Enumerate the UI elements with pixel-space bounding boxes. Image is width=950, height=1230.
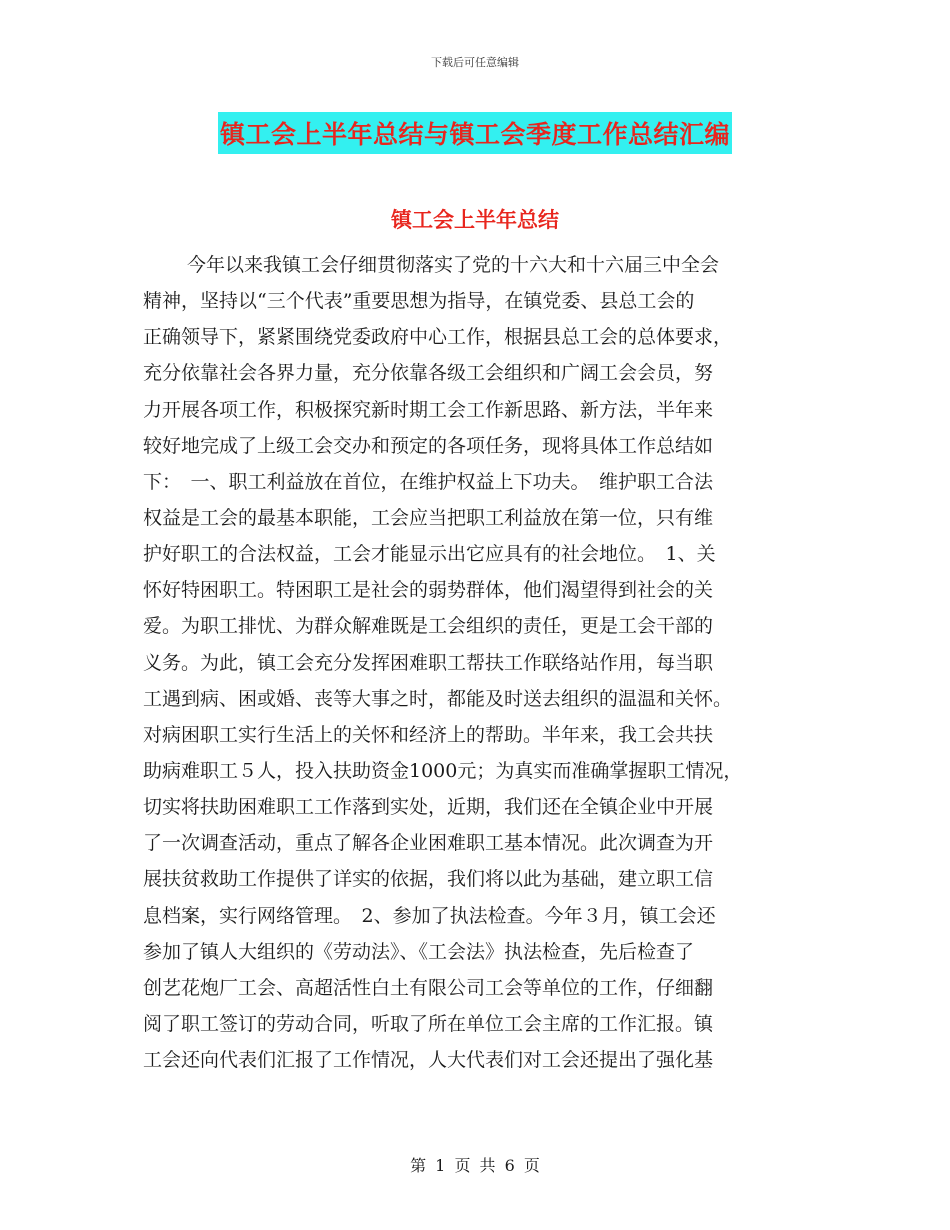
body-line: 怀好特困职工。特困职工是社会的弱势群体，他们渴望得到社会的关	[143, 579, 714, 602]
body-line: 义务。为此，镇工会充分发挥困难职工帮扶工作联络站作用，每当职	[143, 651, 714, 674]
body-line: 工会还向代表们汇报了工作情况，人大代表们对工会还提出了强化基	[143, 1049, 714, 1072]
body-line: 下： 一、职工利益放在首位，在维护权益上下功夫。 维护职工合法	[143, 470, 714, 493]
body-line: 权益是工会的最基本职能，工会应当把职工利益放在第一位，只有维	[143, 506, 714, 529]
page-footer: 第 1 页 共 6 页	[410, 1156, 540, 1175]
body-line: 切实将扶助困难职工工作落到实处，近期，我们还在全镇企业中开展	[143, 796, 714, 819]
body-line: 护好职工的合法权益，工会才能显示出它应具有的社会地位。 1、关	[143, 543, 716, 566]
body-line: 了一次调查活动，重点了解各企业困难职工基本情况。此次调查为开	[143, 832, 714, 855]
body-line: 精神，坚持以“三个代表”重要思想为指导，在镇党委、县总工会的	[143, 290, 695, 313]
body-line: 今年以来我镇工会仔细贯彻落实了党的十六大和十六届三中全会	[187, 254, 720, 276]
body-line: 较好地完成了上级工会交办和预定的各项任务，现将具体工作总结如	[143, 434, 714, 457]
body-line: 工遇到病、困或婚、丧等大事之时，都能及时送去组织的温温和关怀。	[143, 687, 733, 710]
section-title: 镇工会上半年总结	[391, 208, 559, 232]
document-title: 镇工会上半年总结与镇工会季度工作总结汇编	[218, 112, 732, 154]
body-line: 息档案，实行网络管理。 2、参加了执法检查。今年３月，镇工会还	[143, 904, 716, 927]
body-line: 阅了职工签订的劳动合同，听取了所在单位工会主席的工作汇报。镇	[143, 1012, 714, 1035]
body-line: 对病困职工实行生活上的关怀和经济上的帮助。半年来，我工会共扶	[143, 723, 714, 746]
body-line: 充分依靠社会各界力量，充分依靠各级工会组织和广阔工会会员，努	[143, 362, 714, 385]
body-line: 正确领导下，紧紧围绕党委政府中心工作，根据县总工会的总体要求，	[143, 326, 733, 349]
body-line: 助病难职工５人，投入扶助资金1000元；为真实而准确掌握职工情况，	[143, 759, 743, 782]
body-line: 创艺花炮厂工会、高超活性白土有限公司工会等单位的工作，仔细翻	[143, 976, 714, 999]
body-line: 力开展各项工作，积极探究新时期工会工作新思路、新方法，半年来	[143, 398, 714, 421]
body-text	[143, 247, 813, 1078]
body-line: 展扶贫救助工作提供了详实的依据，我们将以此为基础，建立职工信	[143, 868, 714, 891]
body-line: 爱。为职工排忧、为群众解难既是工会组织的责任，更是工会干部的	[143, 615, 714, 638]
document-title-container	[0, 112, 950, 154]
header-note: 下载后可任意编辑	[431, 56, 519, 69]
body-line: 参加了镇人大组织的《劳动法》、《工会法》执法检查，先后检查了	[143, 940, 695, 963]
